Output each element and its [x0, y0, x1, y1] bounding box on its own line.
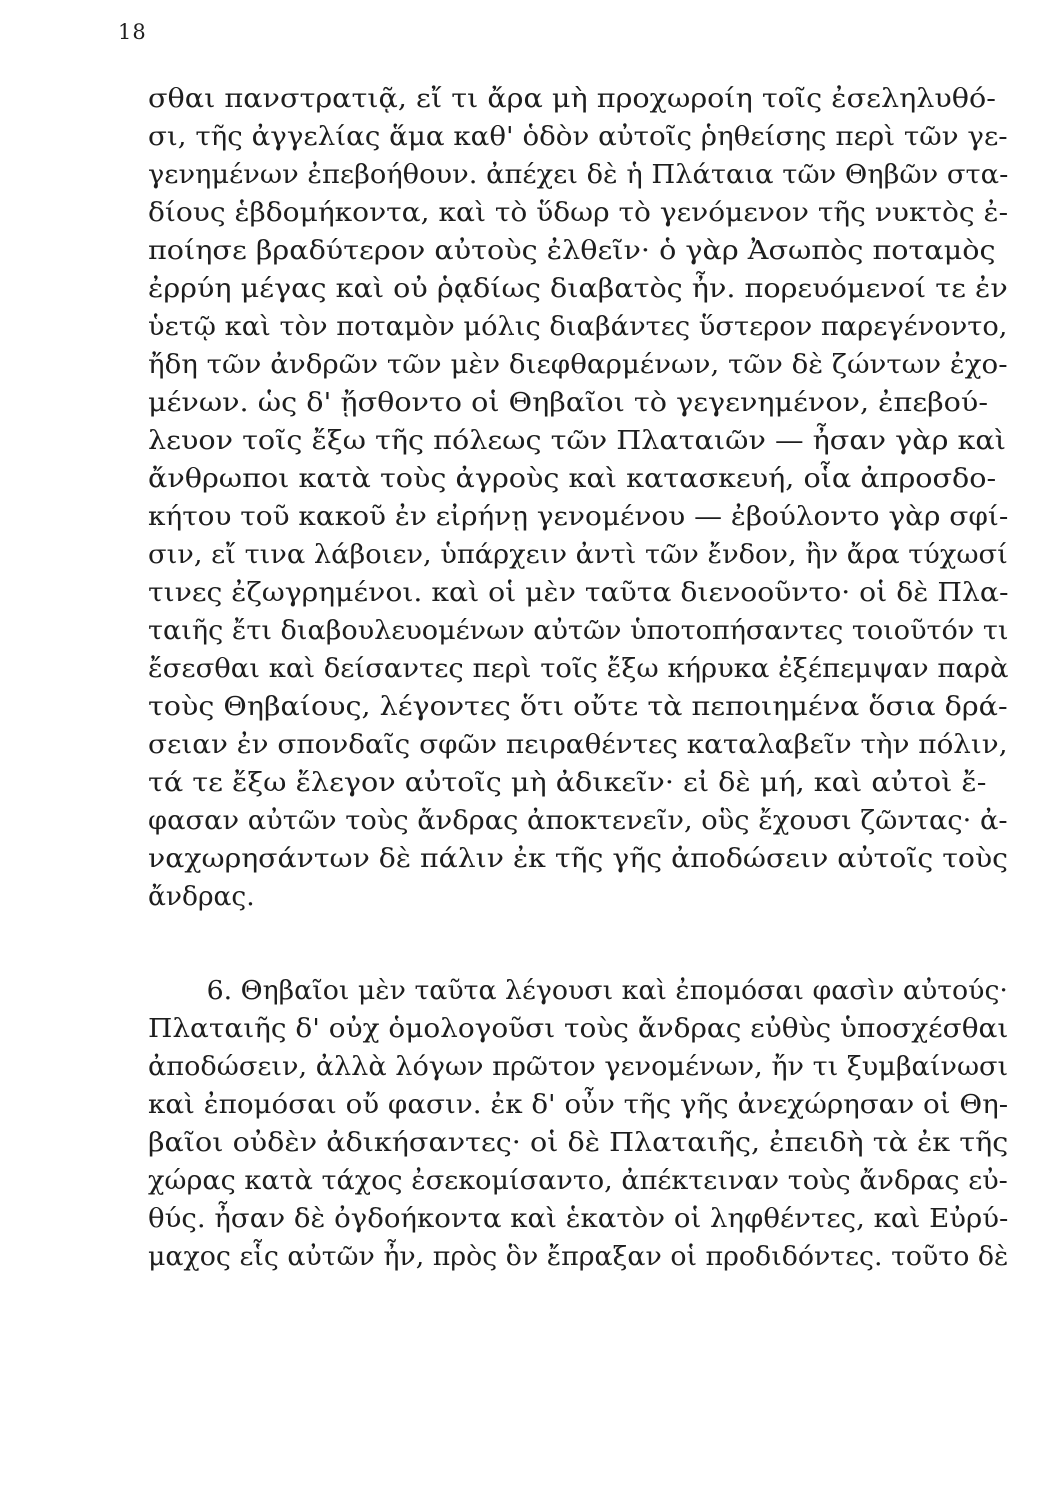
text-line: σθαι πανστρατιᾷ, εἴ τι ἄρα μὴ προχωροίη τοῖς ἐσεληλυθό- [148, 83, 996, 114]
text-line: ἄνδρας. [148, 881, 255, 912]
text-line: κήτου τοῦ κακοῦ ἐν εἰρήνῃ γενομένου — ἐβούλοντο γὰρ σφί- [148, 501, 1009, 532]
text-line: γενημένων ἐπεβοήθουν. ἀπέχει δὲ ἡ Πλάταια τῶν Θηβῶν στα- [148, 159, 1009, 190]
text-line: τά τε ἔξω ἔλεγον αὐτοῖς μὴ ἀδικεῖν· εἰ δὲ μή, καὶ αὐτοὶ ἔ- [148, 767, 987, 798]
text-line: ναχωρησάντων δὲ πάλιν ἐκ τῆς γῆς ἀποδώσειν αὐτοῖς τοὺς [148, 843, 1009, 874]
text-line: λευον τοῖς ἔξω τῆς πόλεως τῶν Πλαταιῶν — ἦσαν γὰρ καὶ [148, 425, 1006, 456]
text-line: σειαν ἐν σπονδαῖς σφῶν πειραθέντες καταλαβεῖν τὴν πόλιν, [148, 729, 1008, 760]
text-line: τινες ἐζωγρημένοι. καὶ οἱ μὲν ταῦτα διενοοῦντο· οἱ δὲ Πλα- [148, 577, 1009, 608]
text-line: ταιῆς ἔτι διαβουλευομένων αὐτῶν ὑποτοπήσαντες τοιοῦτόν τι [148, 615, 1009, 646]
body-text [148, 80, 1008, 1276]
page-number: 18 [118, 20, 147, 44]
paragraph-2 [148, 972, 1008, 1276]
text-line: ἀποδώσειν, ἀλλὰ λόγων πρῶτον γενομένων, ἤν τι ξυμβαίνωσι [148, 1051, 1009, 1082]
text-line: θύς. ἦσαν δὲ ὀγδοήκοντα καὶ ἑκατὸν οἱ ληφθέντες, καὶ Εὐρύ- [148, 1203, 1009, 1234]
text-line: ὑετῷ καὶ τὸν ποταμὸν μόλις διαβάντες ὕστερον παρεγένοντο, [148, 311, 1008, 342]
text-line: ποίησε βραδύτερον αὐτοὺς ἐλθεῖν· ὁ γὰρ Ἀσωπὸς ποταμὸς [148, 235, 996, 266]
text-line: χώρας κατὰ τάχος ἐσεκομίσαντο, ἀπέκτειναν τοὺς ἄνδρας εὐ- [148, 1165, 1008, 1196]
text-line-indented: 6. Θηβαῖοι μὲν ταῦτα λέγουσι καὶ ἐπομόσαι φασὶν αὐτούς· [206, 975, 1008, 1006]
paragraph-1 [148, 80, 1008, 916]
text-line: ἔσεσθαι καὶ δείσαντες περὶ τοῖς ἔξω κήρυκα ἐξέπεμψαν παρὰ [148, 653, 1009, 684]
text-line: βαῖοι οὐδὲν ἀδικήσαντες· οἱ δὲ Πλαταιῆς, ἐπειδὴ τὰ ἐκ τῆς [148, 1127, 1009, 1158]
paragraph-gap [148, 916, 1008, 972]
text-line: σι, τῆς ἀγγελίας ἅμα καθ' ὁδὸν αὐτοῖς ῥηθείσης περὶ τῶν γε- [148, 121, 1008, 152]
text-line: σιν, εἴ τινα λάβοιεν, ὑπάρχειν ἀντὶ τῶν ἔνδον, ἢν ἄρα τύχωσί [148, 539, 1008, 570]
text-line: καὶ ἐπομόσαι οὔ φασιν. ἐκ δ' οὖν τῆς γῆς ἀνεχώρησαν οἱ Θη- [148, 1089, 1009, 1120]
text-line: ἐρρύη μέγας καὶ οὐ ῥᾳδίως διαβατὸς ἦν. πορευόμενοί τε ἐν [148, 273, 1008, 304]
text-line: τοὺς Θηβαίους, λέγοντες ὅτι οὔτε τὰ πεποιημένα ὅσια δρά- [148, 691, 1008, 722]
text-line: ἄνθρωποι κατὰ τοὺς ἀγροὺς καὶ κατασκευή, οἷα ἀπροσδο- [148, 463, 997, 494]
text-line: μαχος εἷς αὐτῶν ἦν, πρὸς ὃν ἔπραξαν οἱ προδιδόντες. τοῦτο δὲ [148, 1241, 1009, 1272]
text-line: φασαν αὐτῶν τοὺς ἄνδρας ἀποκτενεῖν, οὓς ἔχουσι ζῶντας· ἀ- [148, 805, 1008, 836]
text-line: δίους ἑβδομήκοντα, καὶ τὸ ὕδωρ τὸ γενόμενον τῆς νυκτὸς ἐ- [148, 197, 1009, 228]
text-line: Πλαταιῆς δ' οὐχ ὁμολογοῦσι τοὺς ἄνδρας εὐθὺς ὑποσχέσθαι [148, 1013, 1009, 1044]
text-line: ἤδη τῶν ἀνδρῶν τῶν μὲν διεφθαρμένων, τῶν δὲ ζώντων ἐχο- [148, 349, 1008, 380]
text-line: μένων. ὡς δ' ᾔσθοντο οἱ Θηβαῖοι τὸ γεγενημένον, ἐπεβού- [148, 387, 988, 418]
